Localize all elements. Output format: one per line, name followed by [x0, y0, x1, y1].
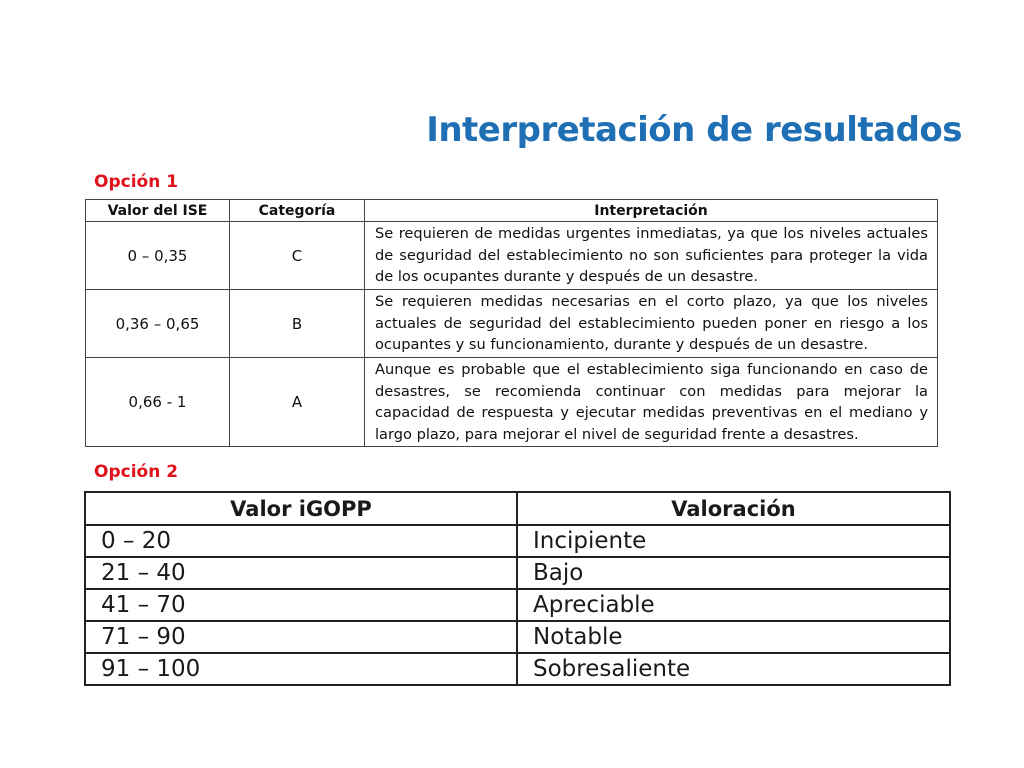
header-categoria: Categoría	[230, 200, 365, 222]
table-row	[85, 557, 950, 589]
category-cell: B	[230, 290, 365, 358]
ise-value-cell: 0,36 – 0,65	[86, 290, 230, 358]
header-valoracion: Valoración	[517, 492, 950, 525]
table-row	[85, 589, 950, 621]
category-cell: A	[230, 358, 365, 447]
rating-cell: Notable	[517, 621, 950, 653]
option-1-label: Opción 1	[94, 172, 179, 192]
table-row	[85, 653, 950, 685]
table-row	[86, 358, 938, 447]
igopp-rating-table	[84, 491, 951, 686]
header-valor-igopp: Valor iGOPP	[85, 492, 517, 525]
table-row	[86, 290, 938, 358]
slide-title: Interpretación de resultados	[426, 110, 962, 150]
interpretation-cell: Se requieren de medidas urgentes inmediatas, ya que los niveles actuales de seguridad del establecimiento no son suficientes para proteger la vida de los ocupantes durante y después de un desastre.	[365, 222, 938, 290]
interpretation-cell: Se requieren medidas necesarias en el corto plazo, ya que los niveles actuales de seguridad del establecimiento pueden poner en riesgo a los ocupantes y su funcionamiento, durante y después de un desastre.	[365, 290, 938, 358]
igopp-value-cell: 21 – 40	[85, 557, 517, 589]
table-header-row	[85, 492, 950, 525]
igopp-value-cell: 71 – 90	[85, 621, 517, 653]
ise-interpretation-table	[85, 199, 938, 447]
rating-cell: Bajo	[517, 557, 950, 589]
table-row	[85, 621, 950, 653]
rating-cell: Incipiente	[517, 525, 950, 557]
ise-value-cell: 0 – 0,35	[86, 222, 230, 290]
interpretation-cell: Aunque es probable que el establecimiento siga funcionando en caso de desastres, se recomienda continuar con medidas para mejorar la capacidad de respuesta y ejecutar medidas preventivas en el mediano y largo plazo, para mejorar el nivel de seguridad frente a desastres.	[365, 358, 938, 447]
category-cell: C	[230, 222, 365, 290]
header-valor-ise: Valor del ISE	[86, 200, 230, 222]
table-row	[85, 525, 950, 557]
table-header-row	[86, 200, 938, 222]
rating-cell: Sobresaliente	[517, 653, 950, 685]
rating-cell: Apreciable	[517, 589, 950, 621]
option-2-label: Opción 2	[94, 462, 179, 482]
ise-value-cell: 0,66 - 1	[86, 358, 230, 447]
igopp-value-cell: 91 – 100	[85, 653, 517, 685]
table-row	[86, 222, 938, 290]
igopp-value-cell: 0 – 20	[85, 525, 517, 557]
header-interpretacion: Interpretación	[365, 200, 938, 222]
igopp-value-cell: 41 – 70	[85, 589, 517, 621]
